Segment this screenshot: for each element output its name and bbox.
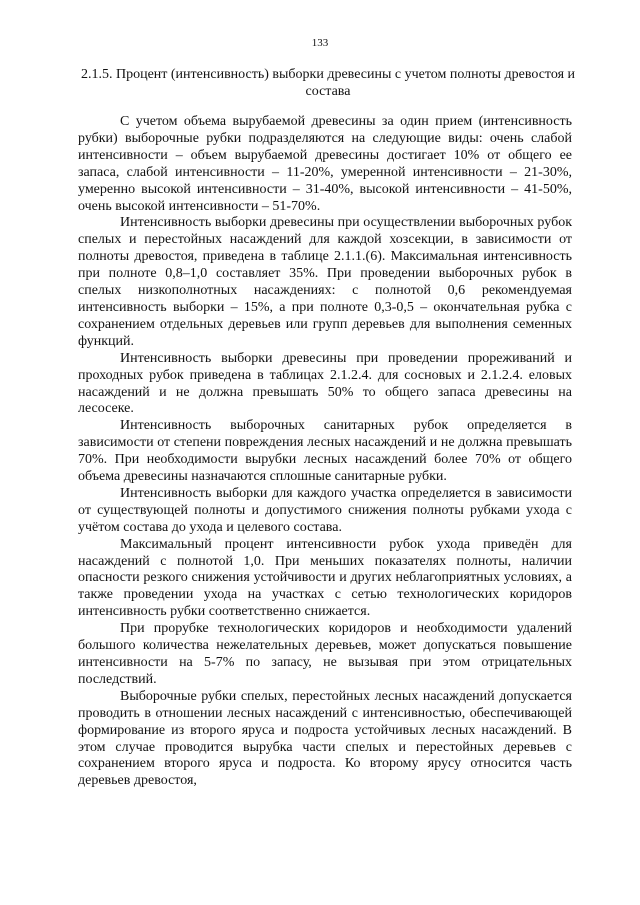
paragraph: При прорубке технологических коридоров и необходимости удалений большого количества нежелательных деревьев, может допускаться повышение интенсивности на 5-7% по запасу, не вызывая при этом отрицательных последствий.: [78, 621, 572, 687]
paragraph: Интенсивность выборочных санитарных рубок определяется в зависимости от степени повреждения лесных насаждений и не должна превышать 70%. При необходимости вырубки лесных насаждений более 70% от общего объема древесины назначаются сплошные санитарные рубки.: [78, 418, 572, 485]
paragraph: Максимальный процент интенсивности рубок ухода приведён для насаждений с полнотой 1,0. При меньших показателях полноты, наличии опасности резкого снижения устойчивости и других неблагоприятных условиях, а также проведении ухода на участках с сетью технологических коридоров интенсивность рубки соответственно снижается.: [78, 536, 572, 620]
paragraph: Интенсивность выборки для каждого участка определяется в зависимости от существующей полноты и допустимого снижения полноты рубками ухода с учётом состава до ухода и целевого состава.: [78, 485, 572, 535]
paragraph: С учетом объема вырубаемой древесины за один прием (интенсивность рубки) выборочные рубки подразделяются на следующие виды: очень слабой интенсивности – объем вырубаемой древесины достигает 10% от общего ее запаса, слабой интенсивности – 11-20%, умеренной интенсивности – 21-30%, умеренно высокой интенсивности – 31-40%, высокой интенсивности – 41-50%, очень высокой интенсивности – 51-70%.: [78, 114, 572, 214]
body-text: [78, 114, 572, 790]
paragraph: Выборочные рубки спелых, перестойных лесных насаждений допускается проводить в отношении лесных насаждений с интенсивностью, обеспечивающей формирование из второго яруса и подроста устойчивых лесных насаждений. В этом случае проводится вырубка части спелых и перестойных деревьев с сохранением второго яруса и подроста. Ко второму ярусу относится часть деревьев древостоя,: [78, 688, 572, 789]
paragraph: Интенсивность выборки древесины при проведении прореживаний и проходных рубок приведена в таблицах 2.1.2.4. для сосновых и 2.1.2.4. еловых насаждений и не должна превышать 50% то общего запаса древесины на лесосеке.: [78, 350, 572, 417]
section-title: 2.1.5. Процент (интенсивность) выборки древесины с учетом полноты древостоя и состава: [80, 67, 576, 99]
page-number: 133: [311, 37, 329, 49]
paragraph: Интенсивность выборки древесины при осуществлении выборочных рубок спелых и перестойных насаждений для каждой хозсекции, в зависимости от полноты древостоя, приведена в таблице 2.1.1.(6). Максимальная интенсивность при полноте 0,8–1,0 составляет 35%. При проведении выборочных рубок в спелых низкополнотных насаждениях: с полнотой 0,6 рекомендуемая интенсивность выборки – 15%, а при полноте 0,3-0,5 – окончательная рубка с сохранением отдельных деревьев или групп деревьев для выполнения семенных функций.: [78, 215, 572, 349]
